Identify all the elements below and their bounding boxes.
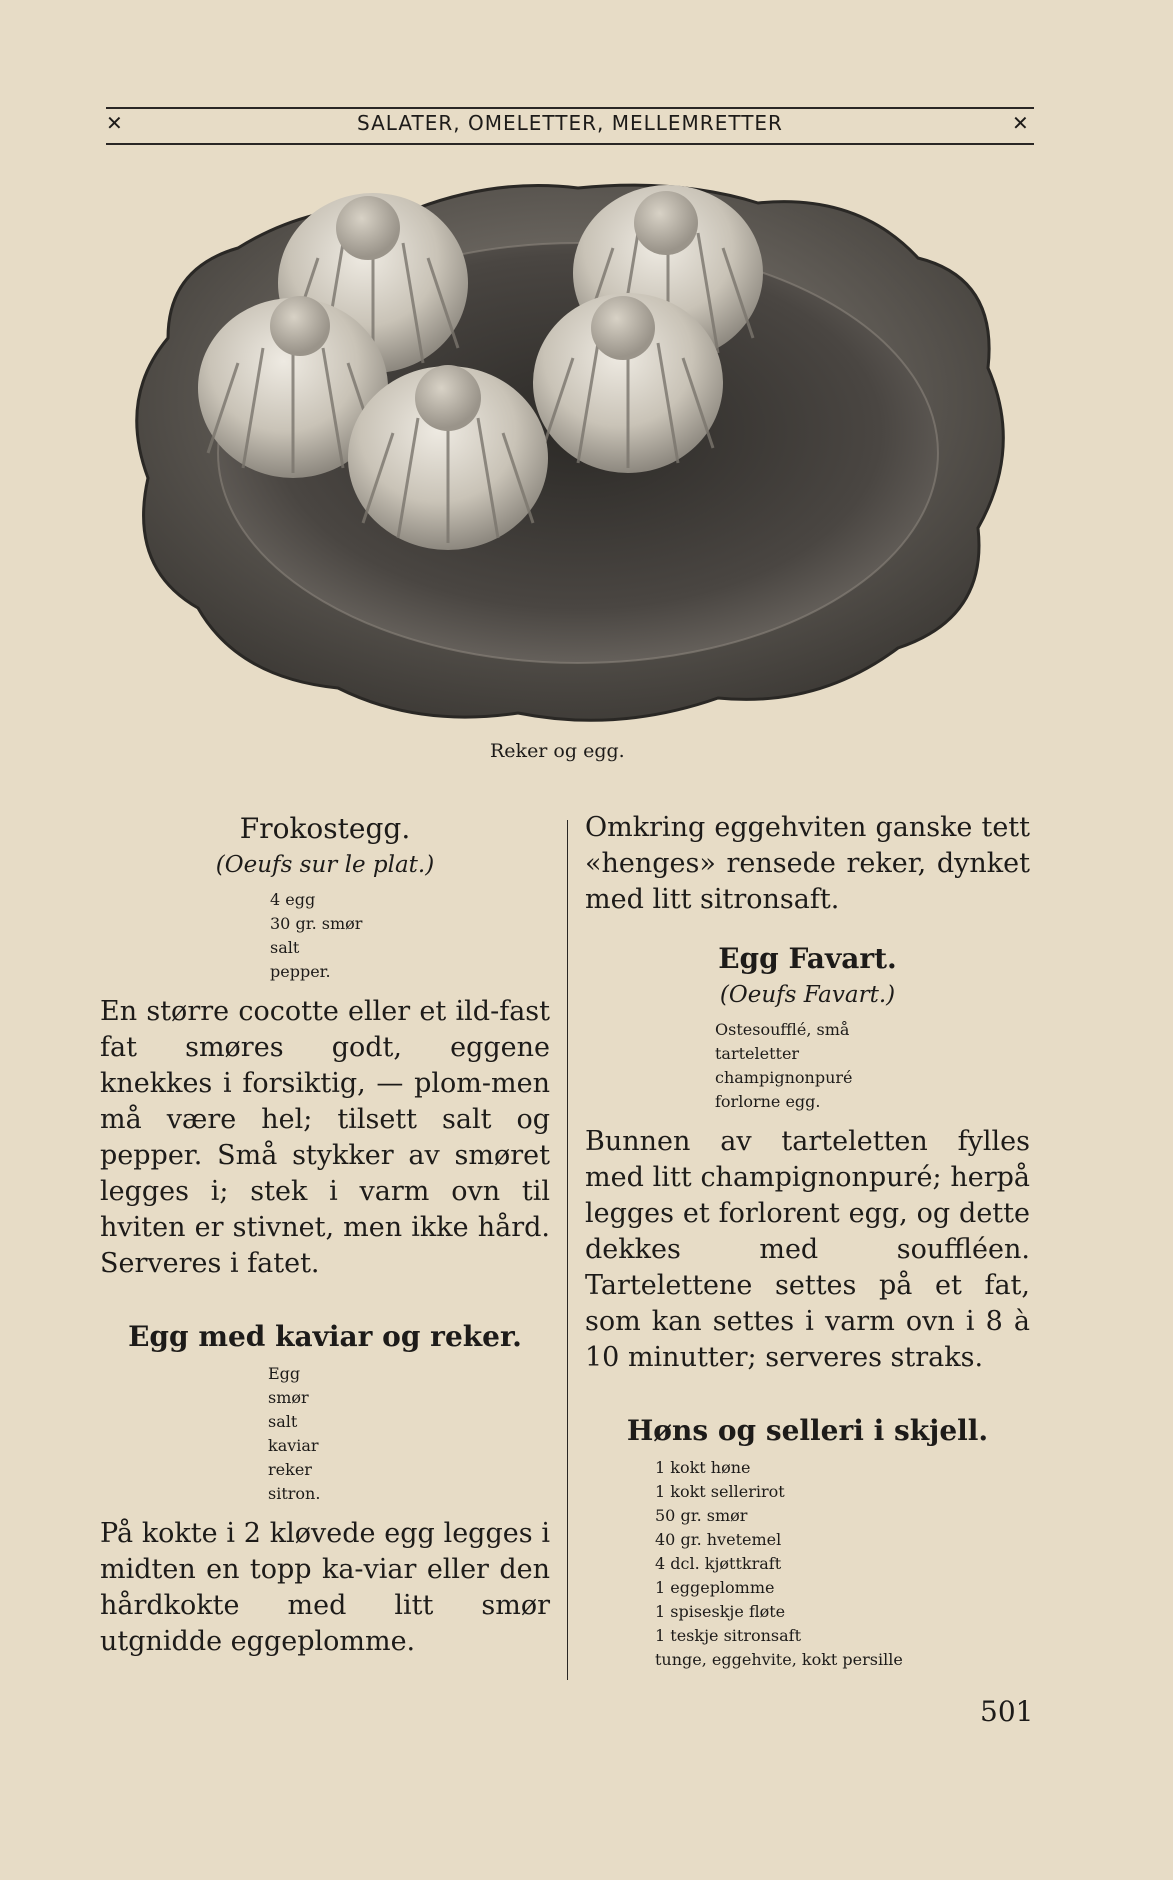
recipe-hons-og-selleri: [585, 1412, 1030, 1672]
page-number: 501: [980, 1695, 1034, 1728]
ingredient-list: [270, 888, 550, 984]
recipe-egg-med-kaviar: [100, 1318, 550, 1660]
ingredient: 1 spiseskje fløte: [655, 1602, 786, 1621]
recipe-title: Høns og selleri i skjell.: [626, 1414, 989, 1447]
ingredient: forlorne egg.: [715, 1092, 821, 1111]
photo-reker-og-egg: [118, 168, 1028, 728]
running-header: SALATER, OMELETTER, MELLEMRETTER: [357, 111, 783, 135]
recipe-title: Egg Favart.: [718, 942, 897, 975]
header-ornament-left: ✕: [106, 111, 123, 135]
ingredient: kaviar: [268, 1436, 319, 1455]
ingredient: sitron.: [268, 1484, 321, 1503]
ingredient: champignonpuré: [715, 1068, 853, 1087]
ingredient: 1 kokt sellerirot: [655, 1482, 785, 1501]
ingredient: 40 gr. hvetemel: [655, 1530, 782, 1549]
ingredient: salt: [270, 938, 300, 957]
photo-caption: Reker og egg.: [490, 740, 625, 762]
ingredient: 4 dcl. kjøttkraft: [655, 1554, 782, 1573]
ingredient: smør: [268, 1388, 309, 1407]
ingredient: tunge, eggehvite, kokt persille: [655, 1650, 903, 1669]
ingredient-list: [268, 1362, 550, 1506]
ingredient: salt: [268, 1412, 298, 1431]
ingredient: Egg: [268, 1364, 301, 1383]
header-ornament-right: ✕: [1012, 111, 1029, 135]
ingredient: 4 egg: [270, 890, 316, 909]
recipe-text: En større cocotte eller et ild-fast fat smøres godt, eggene knekkes i forsiktig, — plom-men må være hel; tilsett salt og pepper. Små stykker av smøret legges i; stek i varm ovn til hviten er stivnet, men ikke hård. Serveres i fatet.: [100, 996, 550, 1279]
recipe-subtitle: (Oeufs Favart.): [719, 982, 896, 1008]
egg-5: [348, 365, 548, 550]
ingredient: 1 teskje sitronsaft: [655, 1626, 802, 1645]
left-column: [100, 810, 550, 1660]
egg-4: [533, 293, 723, 473]
ingredient: 1 eggeplomme: [655, 1578, 775, 1597]
ingredient: 50 gr. smør: [655, 1506, 748, 1525]
recipe-title: Egg med kaviar og reker.: [128, 1320, 522, 1353]
ingredient: pepper.: [270, 962, 331, 981]
right-column: [585, 810, 1030, 1672]
recipe-title: Frokostegg.: [239, 812, 411, 845]
ingredient-list: [715, 1018, 1030, 1114]
header-rule-top: [106, 107, 1034, 109]
recipe-text: På kokte i 2 kløvede egg legges i midten en topp ka-viar eller den hårdkokte med litt smør utgnidde eggeplomme.: [100, 1518, 550, 1657]
ingredient: 1 kokt høne: [655, 1458, 751, 1477]
header-rule-bottom: [106, 143, 1034, 145]
ingredient: tarteletter: [715, 1044, 800, 1063]
ingredient: 30 gr. smør: [270, 914, 363, 933]
recipe-text: Bunnen av tarteletten fylles med litt champignonpuré; herpå legges et forlorent egg, og dette dekkes med souffléen. Tartelettene settes på et fat, som kan settes i varm ovn i 8 à 10 minutter; serveres straks.: [585, 1126, 1030, 1373]
ingredient: reker: [268, 1460, 312, 1479]
continued-text: Omkring eggehviten ganske tett «henges» rensede reker, dynket med litt sitronsaft.: [585, 812, 1030, 915]
column-divider: [567, 820, 568, 1680]
recipe-frokostegg: [100, 810, 550, 1282]
ingredient-list: [655, 1456, 1030, 1672]
recipe-subtitle: (Oeufs sur le plat.): [215, 852, 435, 878]
recipe-egg-favart: [585, 940, 1030, 1376]
ingredient: Ostesoufflé, små: [715, 1020, 850, 1039]
